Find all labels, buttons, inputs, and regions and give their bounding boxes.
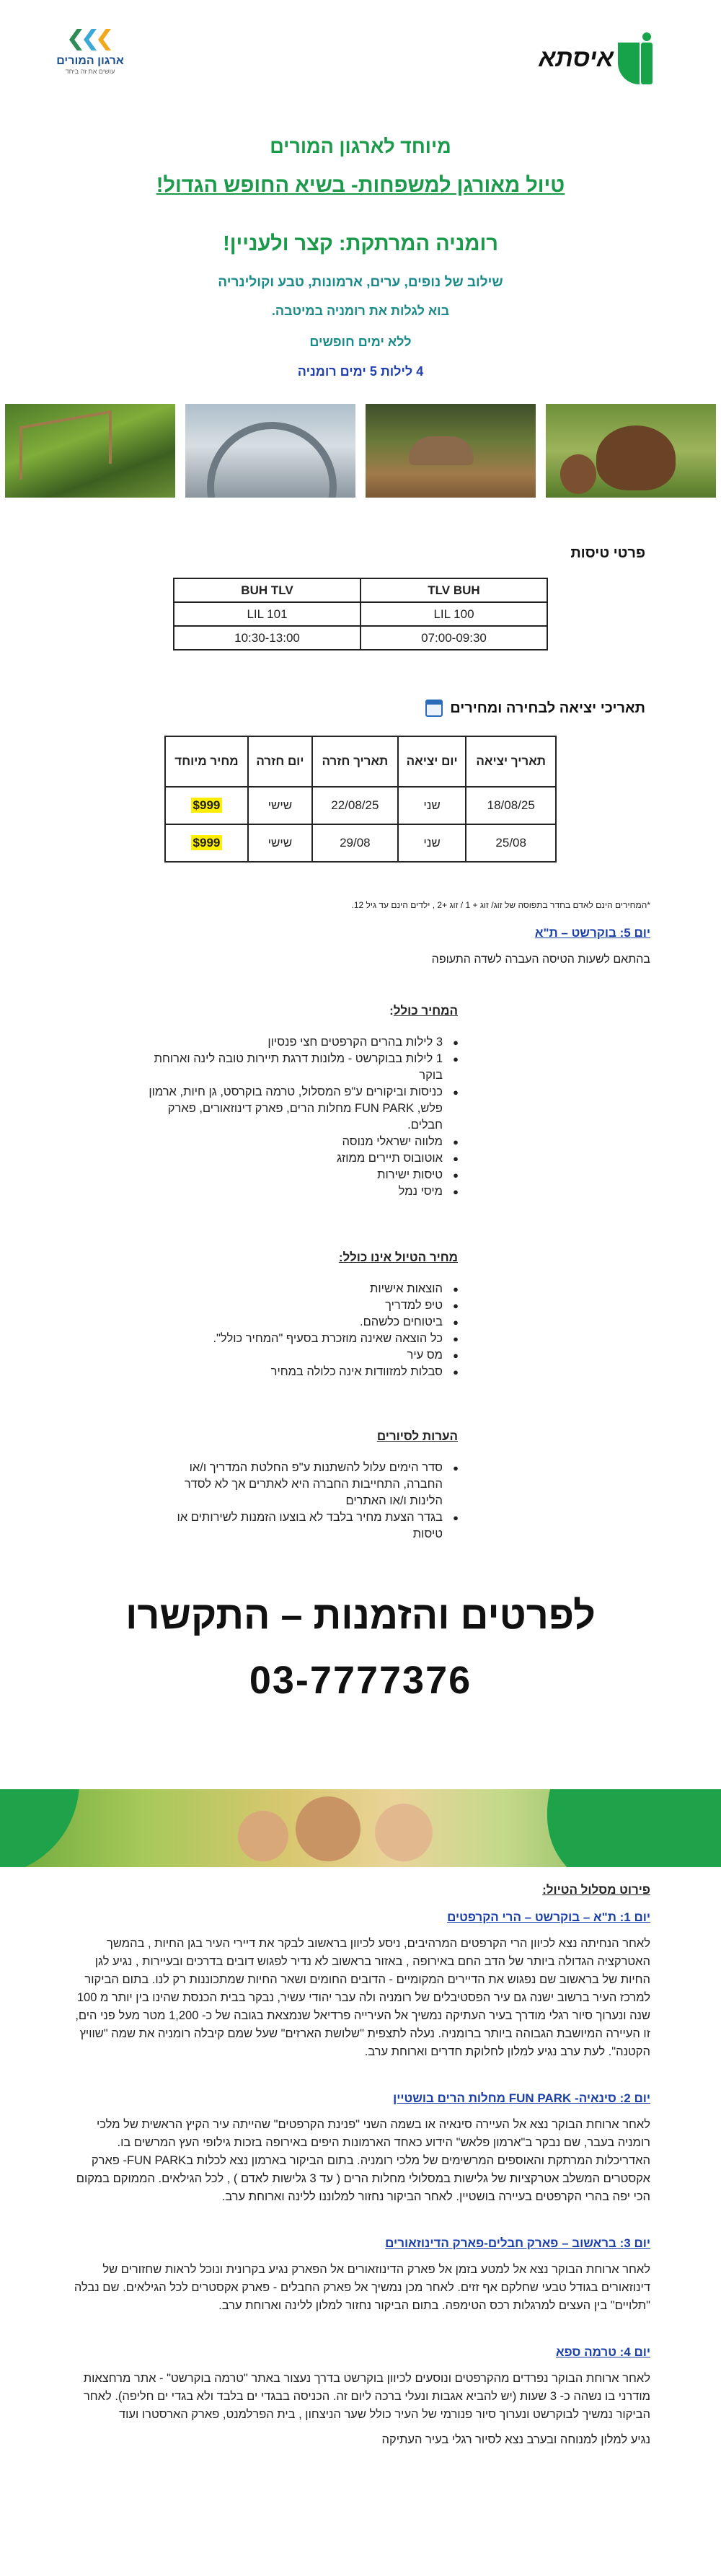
isstatech-mark-icon [618,32,653,84]
tagline-1: שילוב של נופים, ערים, ארמונות, טבע וקולינריה [218,275,503,290]
list-item: ● הוצאות אישיות [0,1281,459,1297]
day1-text: לאחר הנחיתה נצא לכיוון הרי הקרפטים המרהיבים, ניסע לכיוון בראשוב לבקר את דיירי העיר בגן החיות , בהמשך האטרקציה הגדולה ביותר של הדב החם באירופה , באזור בראשוב לא נדיר לפגוש דובים בדרכים ובעיירות , נגיע לגן החיות של בראשוב שם נפגוש את הדיירים המקומיים - הדובים החומים ושאר החיות שמתכוננות רק לנו. בתום הביקור למרכז העיר ברשוב ישנה גם עיר הפסטיבלים של רומניה ולה עבר יהודי עשיר, נבקר בבית הכנסת שהינו בין יותר מ 100 שנה ונערוך סיור רגלי מודרך בעיר העתיקה נמשיך אל העירייה פרדיאל שנמצאת בגובה של כ- 1,200 מטר מעל פני הים, זו העיירה המיושבת הגבוהה ביותר ברומניה. נעלה לתצפית "שלושת הארזים" שעל שמם קיבלה רומניה את שמה "שוויץ הקטנה". לעת ערב נגיע למלון לחלוקת חדרים וארוחת ערב. [75,1937,650,2058]
table-header-cell: יום יציאה [398,736,466,787]
tagline-4: 4 לילות 5 ימים רומניה [297,364,424,379]
table-row [165,824,556,862]
flight-cell: LIL 100 [360,602,547,626]
list-item: ● טיפ למדריך [0,1297,459,1314]
tagline-3: ללא ימים חופשים [309,335,412,349]
bears-photo [546,404,716,498]
titles-block [0,136,721,379]
table-cell: 22/08/25 [312,787,398,824]
calendar-icon [425,700,443,717]
flight-cell: 10:30-13:00 [174,626,360,650]
remarks-list [151,1460,469,1543]
table-cell [165,787,248,824]
flight-cell: BUH TLV [174,578,360,602]
included-title-text: המחיר כולל [393,1004,458,1018]
table-cell: 18/08/25 [466,787,556,824]
table-header-cell: מחיר מיוחד [165,736,248,787]
table-cell: שישי [248,824,312,862]
day4-heading [72,2345,650,2360]
day5-heading [0,926,650,940]
included-title [0,1004,458,1018]
isstatech-logo-text: איסתא [539,44,614,72]
dinosaur-park-photo [366,404,536,498]
list-item: ● בגדר הצעת מחיר בלבד לא בוצעו הזמנות לשירותים או טיסות [151,1509,459,1543]
day5-label: יום 5: בוקרשט – ת"א [534,926,650,940]
table-header-cell: תאריך חזרה [312,736,398,787]
dates-table [164,736,557,863]
table-cell: שני [398,824,466,862]
day4-label: יום 4: טרמה ספא [555,2345,650,2359]
list-item: ● כל הוצאה שאינה מוזכרת בסעיף "המחיר כולל". [0,1331,459,1347]
list-item: ● 1 לילות בבוקרשט - מלונות דרגת תיירות טובה לינה וארוחת בוקר [137,1051,459,1084]
table-cell [165,824,248,862]
table-cell: 29/08 [312,824,398,862]
contact-title: לפרטים והזמנות – התקשרו [125,1594,596,1637]
flights-table [173,578,548,650]
list-item: ● אוטובוס תיירים ממוזג [137,1150,459,1167]
phone-number[interactable]: 03-7777376 [249,1659,472,1702]
rope-park-photo [5,404,175,498]
not-included-title: מחיר הטיול אינו כולל: [338,1250,458,1264]
family-banner-image [0,1789,721,1867]
dates-title [0,700,645,717]
teachers-union-logo[interactable] [50,29,130,75]
flight-cell: TLV BUH [360,578,547,602]
table-cell: שני [398,787,466,824]
day3-label: יום 3: בראשוב – פארק חבלים-פארק הדינוזאורים [385,2236,650,2250]
itinerary-title: פירוט מסלול הטיול: [542,1883,650,1897]
day5-text: בהתאם לשעות הטיסה העברה לשדה התעופה [431,953,650,966]
flight-cell: 07:00-09:30 [360,626,547,650]
table-row [165,787,556,824]
photo-strip [0,404,721,498]
day4-text: לאחר ארוחת הבוקר נפרדים מהקרפטים ונוסעים לכיוון בוקרשט בדרך נעצור באתר "טרמה בוקרשט" - אתר מרחצאות מודרני בו נשהה כ- 3 שעות (יש להביא אגבות ונעלי ברכה ליום זה. הכניסה בבגדי ים בלבד ולא בגדי ים חליפה). לאחר הביקור נמשיך לבוקרשט ונערוך סיור פנורמי של העיר כולל שער הניצחון , בית הפרלמנט, פארק הארסטרו ועוד [83,2372,650,2421]
day4-text-2: נגיע למלון למנוחה ובערב נצא לסיור רגלי בעיר העתיקה [381,2433,650,2446]
day1-label: יום 1: ת"א – בוקרשט – הרי הקרפטים [447,1910,650,1924]
day1-heading [72,1910,650,1925]
dates-title-text: תאריכי יציאה לבחירה ומחירים [450,700,645,716]
included-list [137,1034,469,1200]
table-header-cell: תאריך יציאה [466,736,556,787]
list-item: ● מיסי נמל [137,1183,459,1200]
itinerary [72,1883,650,2449]
price-badge: $999 [191,835,223,850]
table-header-cell: יום חזרה [248,736,312,787]
day2-text: לאחר ארוחת הבוקר נצא אל העיירה סינאיה או בשמה השני "פנינת הקרפטים" שהייתה עיר הקיץ הראשית של מלכי רומניה בעבר, שם נבקר ב"ארמון פלאש" הידוע כאחד הארמונות היפים באירופה בזכות גילופי העץ המרשים בו. האדריכלות המרתקת והאוספים המרשימים של מלכי רומניה. בתום הביקור בארמון נצא לכלות בFUN PARK- פארק אקסטרים המשלב אטרקציות של גלישות במסלולי מחלות הרים ( עד 3 גלישות לאדם ) , לכל הגילאים. הממוקם במקום הכי יפה בהרי הקרפטים בעיירה בושטיין. לאחר הביקור נחזור למלוננו ללינה וארוחת ערב. [76,2118,650,2203]
list-item: ● סדר הימים עלול להשתנות ע"פ החלטת המדריך ו/או החברה, התחייבות החברה היא לאתרים אך לא לסדר הלינות ו/או האתרים [151,1460,459,1509]
not-included-list [0,1281,469,1380]
header [0,0,721,101]
isstatech-logo[interactable] [539,32,653,84]
teachers-union-tagline: עושים את זה ביחד [65,68,115,75]
romania-title: רומניה המרתקת: קצר ולעניין! [223,232,498,255]
list-item: ● ביטוחים כלשהם. [0,1314,459,1331]
list-item: ● סבלות למזוודות אינה כלולה במחיר [0,1364,459,1380]
list-item: ● טיסות ישירות [137,1167,459,1183]
table-row [174,578,547,602]
flight-cell: LIL 101 [174,602,360,626]
table-cell: 25/08 [466,824,556,862]
day3-heading [72,2236,650,2251]
teachers-union-logo-text: ארגון המורים [56,55,124,67]
remarks-title: הערות לסיורים [376,1429,458,1443]
list-item: ● מס עיר [0,1347,459,1364]
price-note: *המחירים הינם לאדם בחדר בתפוסה של זוג/ זוג + 1 / זוג +2 , ילדים הינם עד גיל 12. [351,900,650,910]
day2-heading [72,2091,650,2106]
list-item: ● כניסות וביקורים ע"פ המסלול, טרמה בוקרסט, גן חיות, ארמון פלש, FUN PARK מחלות הרים, פארק דינוזאורים, פארק חבלים. [137,1084,459,1134]
table-row [174,602,547,626]
list-item: ● מלווה ישראלי מנוסה [137,1134,459,1150]
price-badge: $999 [191,798,223,813]
flights-title: פרטי טיסות [570,545,645,561]
table-cell: שישי [248,787,312,824]
day3-text: לאחר ארוחת הבוקר נצא אל למטע בזמן אל פארק הדינוזאורים אל הפארק נגיע בקרונית ונוכל לראות שחזורים של דינוזאורים בגודל טבעי שחלקם אף זזים. לאחר מכן נמשיך אל פארק החבלים - פארק אקסטרים לכל הגילאים. שם נבלה "תלויים" בין העצים למרגלות רכס הטימפה. בתום הביקור נחזור למלון ללינה וארוחת ערב. [74,2263,650,2312]
table-header-row [165,736,556,787]
sub-title: טיול מאורגן למשפחות- בשיא החופש הגדול! [156,174,565,197]
included-title-colon: : [389,1004,394,1018]
mountain-coaster-photo [185,404,355,498]
tagline-2: בוא לגלות את רומניה במיטבה. [271,304,450,318]
chevrons-icon [50,29,130,52]
day2-label: יום 2: סינאיה- FUN PARK מחלות הרים בושטיין [393,2091,650,2105]
table-row [174,626,547,650]
list-item: ● 3 לילות בהרים הקרפטים חצי פנסיון [137,1034,459,1051]
main-title: מיוחד לארגון המורים [270,136,451,157]
